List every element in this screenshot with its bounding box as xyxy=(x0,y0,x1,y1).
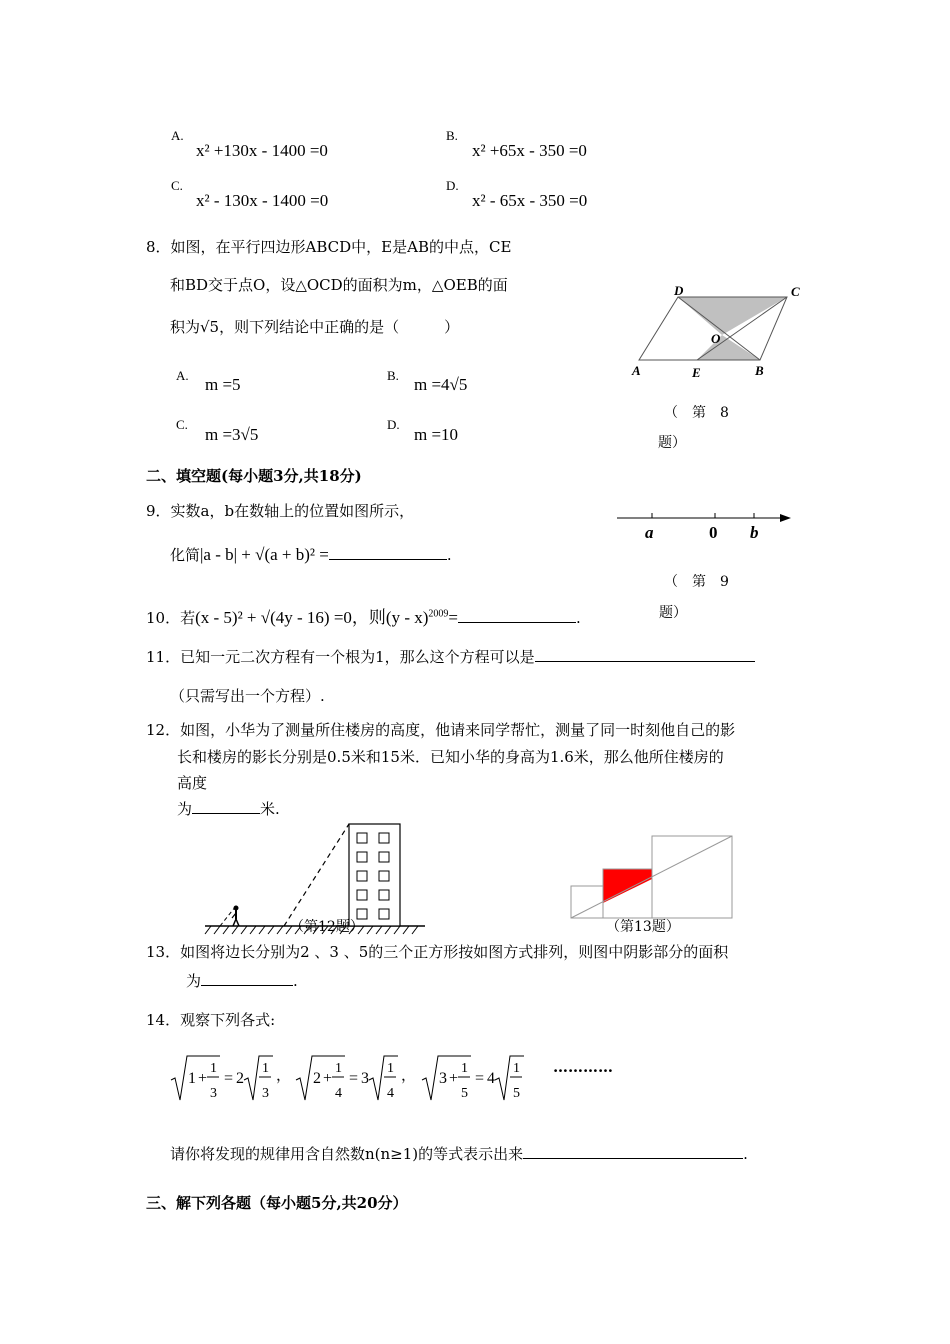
f1-den2: 3 xyxy=(262,1086,269,1101)
q10-end: . xyxy=(576,609,581,627)
q7-option-a-equation: x² +130x - 1400 =0 xyxy=(196,141,328,160)
q11-line2: （只需写出一个方程）. xyxy=(170,687,325,705)
q14-ellipsis: ………… xyxy=(553,1058,613,1076)
f2-coef: 3 xyxy=(361,1070,369,1087)
f2-num: 1 xyxy=(335,1061,342,1076)
f3-den: 5 xyxy=(461,1086,468,1101)
svg-text:+: + xyxy=(449,1070,459,1087)
svg-text:=: = xyxy=(475,1070,485,1087)
f3-coef: 4 xyxy=(487,1070,495,1087)
formula-1 xyxy=(171,1056,273,1101)
q14-comma-1: ， xyxy=(276,1066,292,1084)
q12-caption: （第12题） xyxy=(290,919,364,935)
svg-text:1: 1 xyxy=(513,1061,520,1076)
q7-option-d-equation: x² - 65x - 350 =0 xyxy=(472,191,588,210)
q14-line3-end: . xyxy=(743,1145,748,1163)
q7-option-b-equation: x² +65x - 350 =0 xyxy=(472,141,587,160)
f1-coef: 2 xyxy=(236,1070,244,1087)
formula-3 xyxy=(422,1056,524,1101)
section-3-title: 三、解下列各题（每小题5分,共20分） xyxy=(146,1194,408,1212)
q12-line4-prefix: 为 xyxy=(177,800,193,818)
f3-int: 3 xyxy=(439,1070,447,1087)
q10-exponent: 2009 xyxy=(428,608,449,620)
q12-line1: 12．如图，小华为了测量所住楼房的高度，他请来同学帮忙，测量了同一时刻他自己的影 xyxy=(146,721,736,739)
q9-line2-prefix: 化简 xyxy=(170,546,201,564)
q10-prefix: 10．若 xyxy=(146,609,196,627)
q8-label-d: D xyxy=(674,283,684,298)
q13-line2-prefix: 为 xyxy=(186,972,202,990)
q13-line2-suffix: . xyxy=(293,972,298,990)
q8-caption-line1: （ 第 8 xyxy=(664,405,729,421)
q9-label-0: 0 xyxy=(709,523,718,542)
section-2-title: 二、填空题(每小题3分,共18分) xyxy=(146,467,362,485)
f3-num: 1 xyxy=(461,1061,468,1076)
q13-caption: （第13题） xyxy=(606,919,680,935)
q12-line4-suffix: 米. xyxy=(260,800,280,818)
f3-den2: 5 xyxy=(513,1086,520,1101)
q9-caption-line1: （ 第 9 xyxy=(664,574,729,590)
q9-expression: |a - b| + √(a + b)² = xyxy=(200,545,329,564)
q8-caption-line2: 题） xyxy=(658,435,686,451)
q8-option-d-letter: D. xyxy=(387,417,400,432)
q8-option-c-letter: C. xyxy=(176,417,188,432)
q9-label-b: b xyxy=(750,523,759,542)
q8-label-c: C xyxy=(791,284,800,299)
q8-label-b: B xyxy=(755,363,764,378)
q7-option-b-letter: B. xyxy=(446,128,458,143)
q10-equals: = xyxy=(448,608,458,627)
q9-label-a: a xyxy=(645,523,654,542)
svg-text:+: + xyxy=(323,1070,333,1087)
q11-text: 11．已知一元二次方程有一个根为1，那么这个方程可以是 xyxy=(146,648,535,666)
q12-line3: 高度 xyxy=(177,774,208,792)
f1-den: 3 xyxy=(210,1086,217,1101)
q8-option-a-letter: A. xyxy=(176,368,189,383)
f1-int: 1 xyxy=(188,1070,196,1087)
svg-text:=: = xyxy=(224,1070,234,1087)
svg-text:+: + xyxy=(198,1070,208,1087)
q8-option-d-equation: m =10 xyxy=(414,425,459,444)
svg-text:=: = xyxy=(349,1070,359,1087)
q7-option-c-letter: C. xyxy=(171,178,183,193)
q7-option-d-letter: D. xyxy=(446,178,459,193)
q9-line2-end: . xyxy=(446,546,452,564)
svg-text:1: 1 xyxy=(387,1061,394,1076)
q8-label-o: O xyxy=(711,331,721,346)
f2-den2: 4 xyxy=(387,1086,394,1101)
q14-answer-blank[interactable] xyxy=(523,1158,743,1159)
q8-option-a-equation: m =5 xyxy=(205,375,241,394)
q12-line2: 长和楼房的影长分别是0.5米和15米．已知小华的身高为1.6米，那么他所住楼房的 xyxy=(177,748,724,766)
q8-option-b-equation: m =4√5 xyxy=(414,375,468,394)
q14-comma-2: ， xyxy=(401,1066,417,1084)
q8-line2: 和BD交于点O，设△OCD的面积为m，△OEB的面 xyxy=(170,276,508,294)
q8-label-a: A xyxy=(632,363,641,378)
q14-line3 xyxy=(170,1143,748,1164)
q8-option-c-equation: m =3√5 xyxy=(205,425,259,444)
q8-option-b-letter: B. xyxy=(387,368,399,383)
q14-line3-text: 请你将发现的规律用含自然数n(n≥1)的等式表示出来 xyxy=(170,1145,524,1163)
q8-label-e: E xyxy=(692,365,701,380)
f2-int: 2 xyxy=(313,1070,321,1087)
svg-text:1: 1 xyxy=(262,1061,269,1076)
q7-option-a-letter: A. xyxy=(171,128,184,143)
q14-line1: 14．观察下列各式: xyxy=(146,1011,276,1029)
f2-den: 4 xyxy=(335,1086,342,1101)
formula-2 xyxy=(296,1056,398,1101)
q10-expression: (x - 5)² + √(4y - 16) =0，则(y - x) xyxy=(195,608,429,627)
q8-line3: 积为√5，则下列结论中正确的是（ ） xyxy=(170,318,460,336)
q8-line1: 8．如图，在平行四边形ABCD中，E是AB的中点，CE xyxy=(146,238,512,256)
q9-caption-line2: 题） xyxy=(659,605,687,621)
q13-line1: 13．如图将边长分别为2 、3 、5的三个正方形按如图方式排列，则图中阴影部分的面积 xyxy=(146,943,729,961)
f1-num: 1 xyxy=(210,1061,217,1076)
q7-option-c-equation: x² - 130x - 1400 =0 xyxy=(196,191,329,210)
q9-line1: 9．实数a，b在数轴上的位置如图所示， xyxy=(146,502,415,520)
